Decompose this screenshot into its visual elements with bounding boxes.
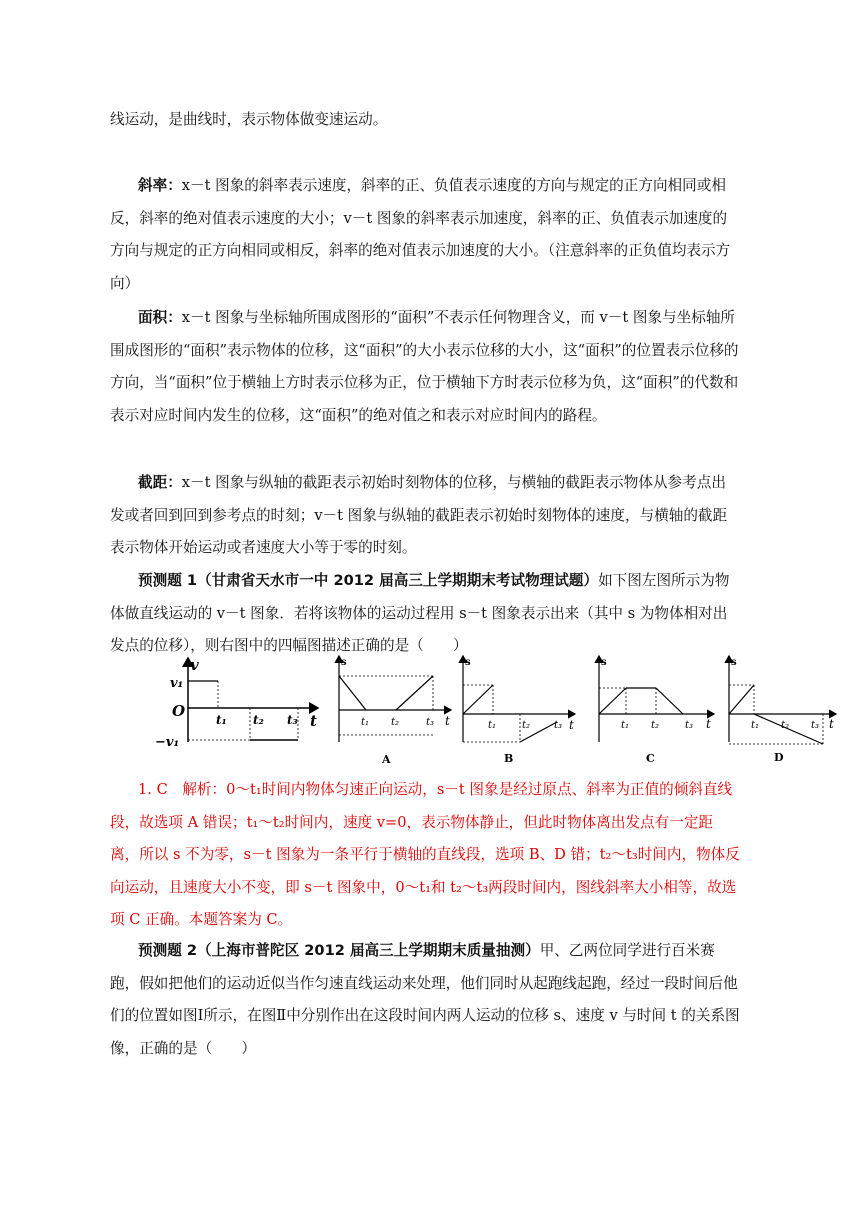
option-a-t2: t₂ (391, 717, 400, 728)
option-a-t3: t₃ (426, 717, 435, 728)
question-1-label: 预测题 1 (138, 572, 198, 589)
option-b-label: B (504, 752, 514, 765)
question-1-source: （甘肃省天水市一中 2012 届高三上学期期末考试物理试题） (197, 572, 599, 589)
vt-v-axis-label: v (190, 656, 199, 674)
graph-option-b (463, 656, 575, 765)
paragraph-area (110, 302, 740, 432)
option-d-t3: t₃ (811, 720, 820, 731)
option-d-t1: t₁ (751, 720, 760, 731)
graph-option-c (599, 656, 714, 765)
option-d-label: D (774, 751, 784, 764)
vt-graph (155, 656, 318, 750)
vt-origin-label: O (172, 702, 186, 720)
vt-t-axis-label: t (310, 712, 317, 730)
intercept-heading: 截距： (138, 474, 182, 491)
vt-t2-label: t₂ (253, 713, 264, 727)
option-b-t3: t₃ (554, 720, 563, 731)
option-c-t3: t₃ (685, 720, 694, 731)
vt-t1-label: t₁ (216, 713, 227, 727)
graph-option-d (729, 656, 836, 764)
option-d-s-axis: s (731, 657, 737, 668)
vt-v1-label: v₁ (170, 676, 184, 691)
option-b-s-axis: s (465, 657, 471, 668)
option-b-t-axis: t (569, 718, 574, 732)
option-d-t-axis: t (829, 717, 834, 731)
answer-1: 1. C 解析：0～t₁时间内物体匀速正向运动，s－t 图象是经过原点、斜率为正值的倾斜直线段，故选项 A 错误；t₁～t₂时间内，速度 v=0，表示物体静止，但此时物体离出发点有一定距离，所以 s 不为零，s－t 图象为一条平行于横轴的直线段，选项 B、D 错；t₂～t₃时间内，物体反向运动，且速度大小不变，即 s－t 图象中，0～t₁和 t₂～t₃两段时间内，图线斜率大小相等，故选项 C 正确。本题答案为 C。 (110, 781, 740, 928)
area-heading: 面积： (138, 309, 182, 326)
question-2 (110, 935, 740, 1065)
option-c-s-axis: s (601, 657, 607, 668)
slope-heading: 斜率： (138, 177, 182, 194)
graph-option-a (339, 656, 451, 766)
paragraph-intercept (110, 467, 740, 565)
option-c-t1: t₁ (621, 720, 630, 731)
vt-neg-v1-label: −v₁ (155, 735, 180, 750)
paragraph-slope (110, 170, 740, 300)
question-1-text: 如下图左图所示为物体做直线运动的 v－t 图象．若将该物体的运动过程用 s－t 图象表示出来（其中 s 为物体相对出发点的位移），则右图中的四幅图描述正确的是（ ） (110, 572, 730, 654)
area-text: x－t 图象与坐标轴所围成图形的“面积”不表示任何物理含义，而 v－t 图象与坐标轴所围成图形的“面积”表示物体的位移，这“面积”的大小表示位移的大小，这“面积”的位置表示位移的方向，当“面积”位于横轴上方时表示位移为正，位于横轴下方时表示位移为负，这“面积”的代数和表示对应时间内发生的位移，这“面积”的绝对值之和表示对应时间内的路程。 (110, 309, 739, 424)
option-c-t-axis: t (706, 717, 711, 731)
option-c-label: C (646, 752, 655, 765)
option-b-t1: t₁ (488, 720, 497, 731)
slope-text: x－t 图象的斜率表示速度，斜率的正、负值表示速度的方向与规定的正方向相同或相反，斜率的绝对值表示速度的大小；v－t 图象的斜率表示加速度，斜率的正、负值表示加速度的方向与规定的正方向相同或相反，斜率的绝对值表示加速度的大小。（注意斜率的正负值均表示方向） (110, 177, 731, 292)
option-a-label: A (382, 753, 391, 766)
option-b-t2: t₂ (522, 720, 531, 731)
vt-t3-label: t₃ (287, 713, 298, 727)
question-2-text: 甲、乙两位同学进行百米赛跑，假如把他们的运动近似当作匀速直线运动来处理，他们同时从起跑线起跑，经过一段时间后他们的位置如图Ⅰ所示，在图Ⅱ中分别作出在这段时间内两人运动的位移 s、速度 v 与时间 t 的关系图像，正确的是（ ） (110, 942, 740, 1057)
option-d-t2: t₂ (781, 720, 790, 731)
option-c-t2: t₂ (651, 720, 660, 731)
option-a-t1: t₁ (361, 717, 370, 728)
question-2-source: （上海市普陀区 2012 届高三上学期期末质量抽测） (197, 942, 540, 959)
option-a-s-axis: s (341, 657, 347, 668)
paragraph-intro: 线运动，是曲线时，表示物体做变速运动。 (110, 111, 388, 128)
question-1 (110, 565, 740, 663)
intercept-text: x－t 图象与纵轴的截距表示初始时刻物体的位移，与横轴的截距表示物体从参考点出发或者回到回到参考点的时刻；v－t 图象与纵轴的截距表示初始时刻物体的速度，与横轴的截距表示物体开始运动或者速度大小等于零的时刻。 (110, 474, 728, 556)
option-a-t-axis: t (445, 714, 450, 728)
question-1-figure (150, 652, 840, 772)
question-2-label: 预测题 2 (138, 942, 198, 959)
